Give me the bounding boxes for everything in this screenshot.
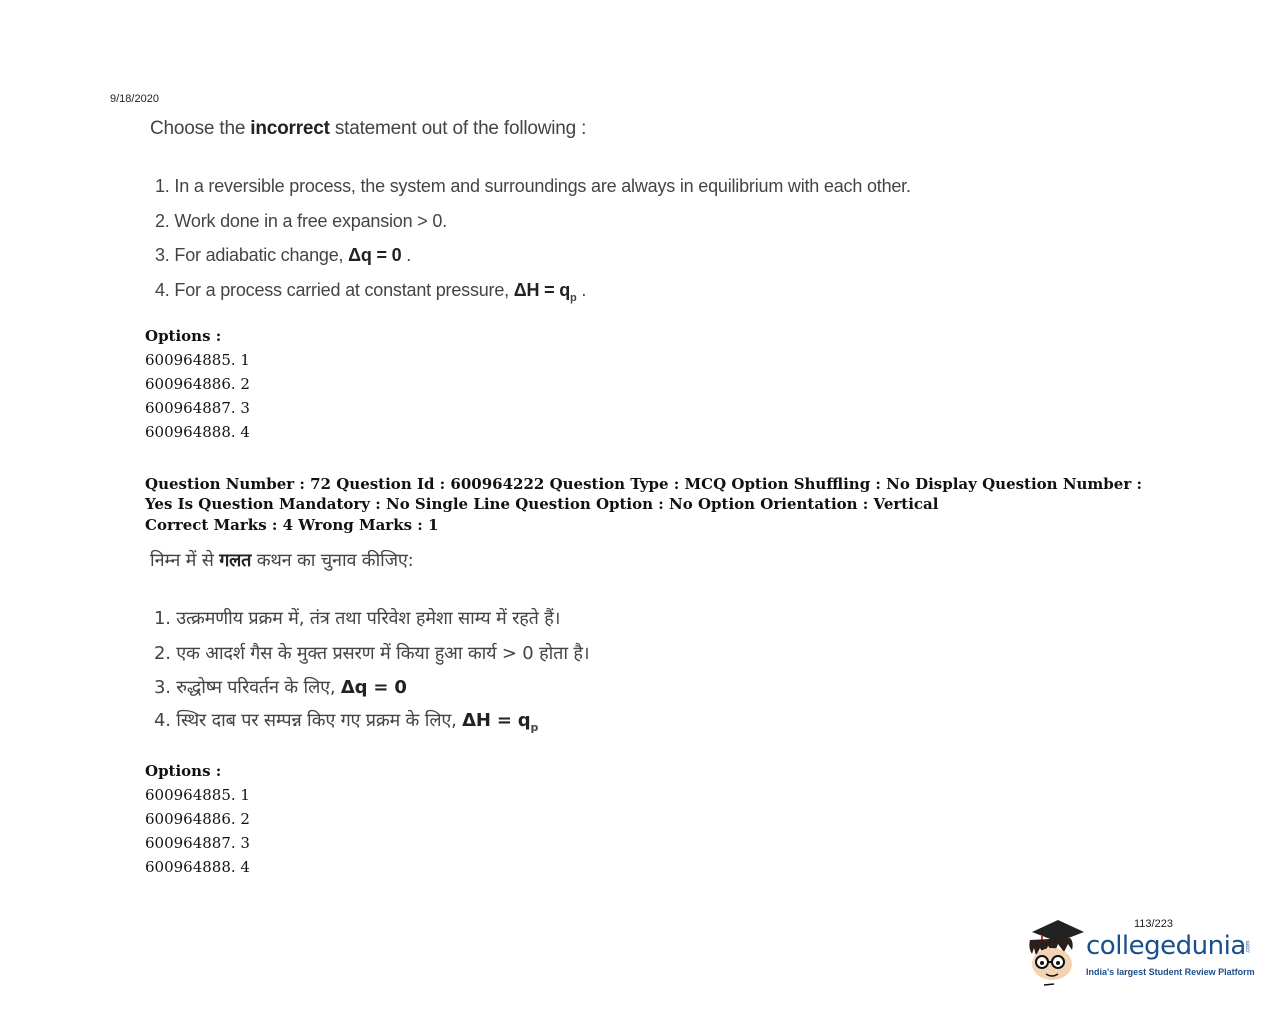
page-number: 113/223 — [1134, 918, 1173, 930]
student-mascot-icon — [1024, 918, 1086, 988]
options-q71 — [145, 324, 250, 444]
statement-3 — [154, 675, 407, 699]
statement-math: Δq = 0 — [340, 677, 407, 698]
option-item: 600964885. 1 — [145, 786, 250, 804]
statement-3 — [155, 245, 411, 266]
statement-4 — [154, 708, 538, 734]
statement-text: 1. उत्क्रमणीय प्रक्रम में, तंत्र तथा परिवेश हमेशा साम्य में रहते हैं। — [154, 608, 561, 629]
stem-text: निम्न में से — [150, 550, 220, 571]
question-stem — [150, 118, 586, 140]
stem-text: कथन का चुनाव कीजिए: — [251, 550, 414, 571]
option-item: 600964886. 2 — [145, 810, 250, 828]
stem-text: Choose the — [150, 118, 251, 139]
statement-math: ΔH = q — [462, 710, 531, 731]
statement-math: ΔH = q — [513, 280, 571, 300]
logo-tagline: India's largest Student Review Platform — [1086, 967, 1255, 977]
question-meta: Question Number : 72 Question Id : 600964222 Question Type : MCQ Option Shuffling : No Display Question Number : Yes Is Question Mandatory : No Single Line Question Option : No Option Orientation : Vertical — [145, 475, 1142, 513]
statement-tail: . — [401, 245, 411, 265]
logo-com-text: .com — [1245, 940, 1252, 954]
statement-1 — [154, 606, 560, 630]
statement-4 — [155, 280, 586, 304]
statement-1 — [155, 176, 911, 197]
statement-tail: . — [576, 280, 587, 300]
statement-text: 4. स्थिर दाब पर सम्पन्न किए गए प्रक्रम के लिए, — [154, 710, 463, 731]
statement-text: 3. रुद्धोष्म परिवर्तन के लिए, — [154, 677, 341, 698]
option-item: 600964886. 2 — [145, 375, 250, 393]
print-date: 9/18/2020 — [110, 93, 159, 105]
stem-emphasis: गलत — [219, 550, 252, 571]
statement-text: 3. For adiabatic change, — [155, 245, 349, 265]
option-item: 600964885. 1 — [145, 351, 250, 369]
statement-text: 2. एक आदर्श गैस के मुक्त प्रसरण में किया हुआ कार्य > 0 होता है। — [154, 643, 590, 664]
logo-brand-text: collegedunia — [1086, 931, 1246, 961]
options-title: Options : — [145, 762, 222, 780]
stem-text: statement out of the following : — [329, 118, 587, 139]
question-marks: Correct Marks : 4 Wrong Marks : 1 — [145, 516, 439, 534]
option-item: 600964888. 4 — [145, 423, 250, 441]
statement-math: Δq = 0 — [348, 245, 402, 265]
collegedunia-logo — [1024, 918, 1254, 988]
statement-text: 1. In a reversible process, the system and surroundings are always in equilibrium with each other. — [155, 176, 911, 196]
statement-subscript: p — [530, 721, 539, 734]
option-item: 600964887. 3 — [145, 834, 250, 852]
option-item: 600964888. 4 — [145, 858, 250, 876]
statement-2 — [154, 641, 589, 665]
statement-subscript: p — [570, 292, 577, 304]
question-stem — [150, 548, 414, 572]
options-q72 — [145, 759, 250, 879]
statement-2 — [155, 211, 447, 232]
options-title: Options : — [145, 327, 222, 345]
stem-emphasis: incorrect — [250, 118, 330, 139]
option-item: 600964887. 3 — [145, 399, 250, 417]
statement-text: 4. For a process carried at constant pressure, — [155, 280, 514, 300]
statement-text: 2. Work done in a free expansion > 0. — [155, 211, 447, 231]
